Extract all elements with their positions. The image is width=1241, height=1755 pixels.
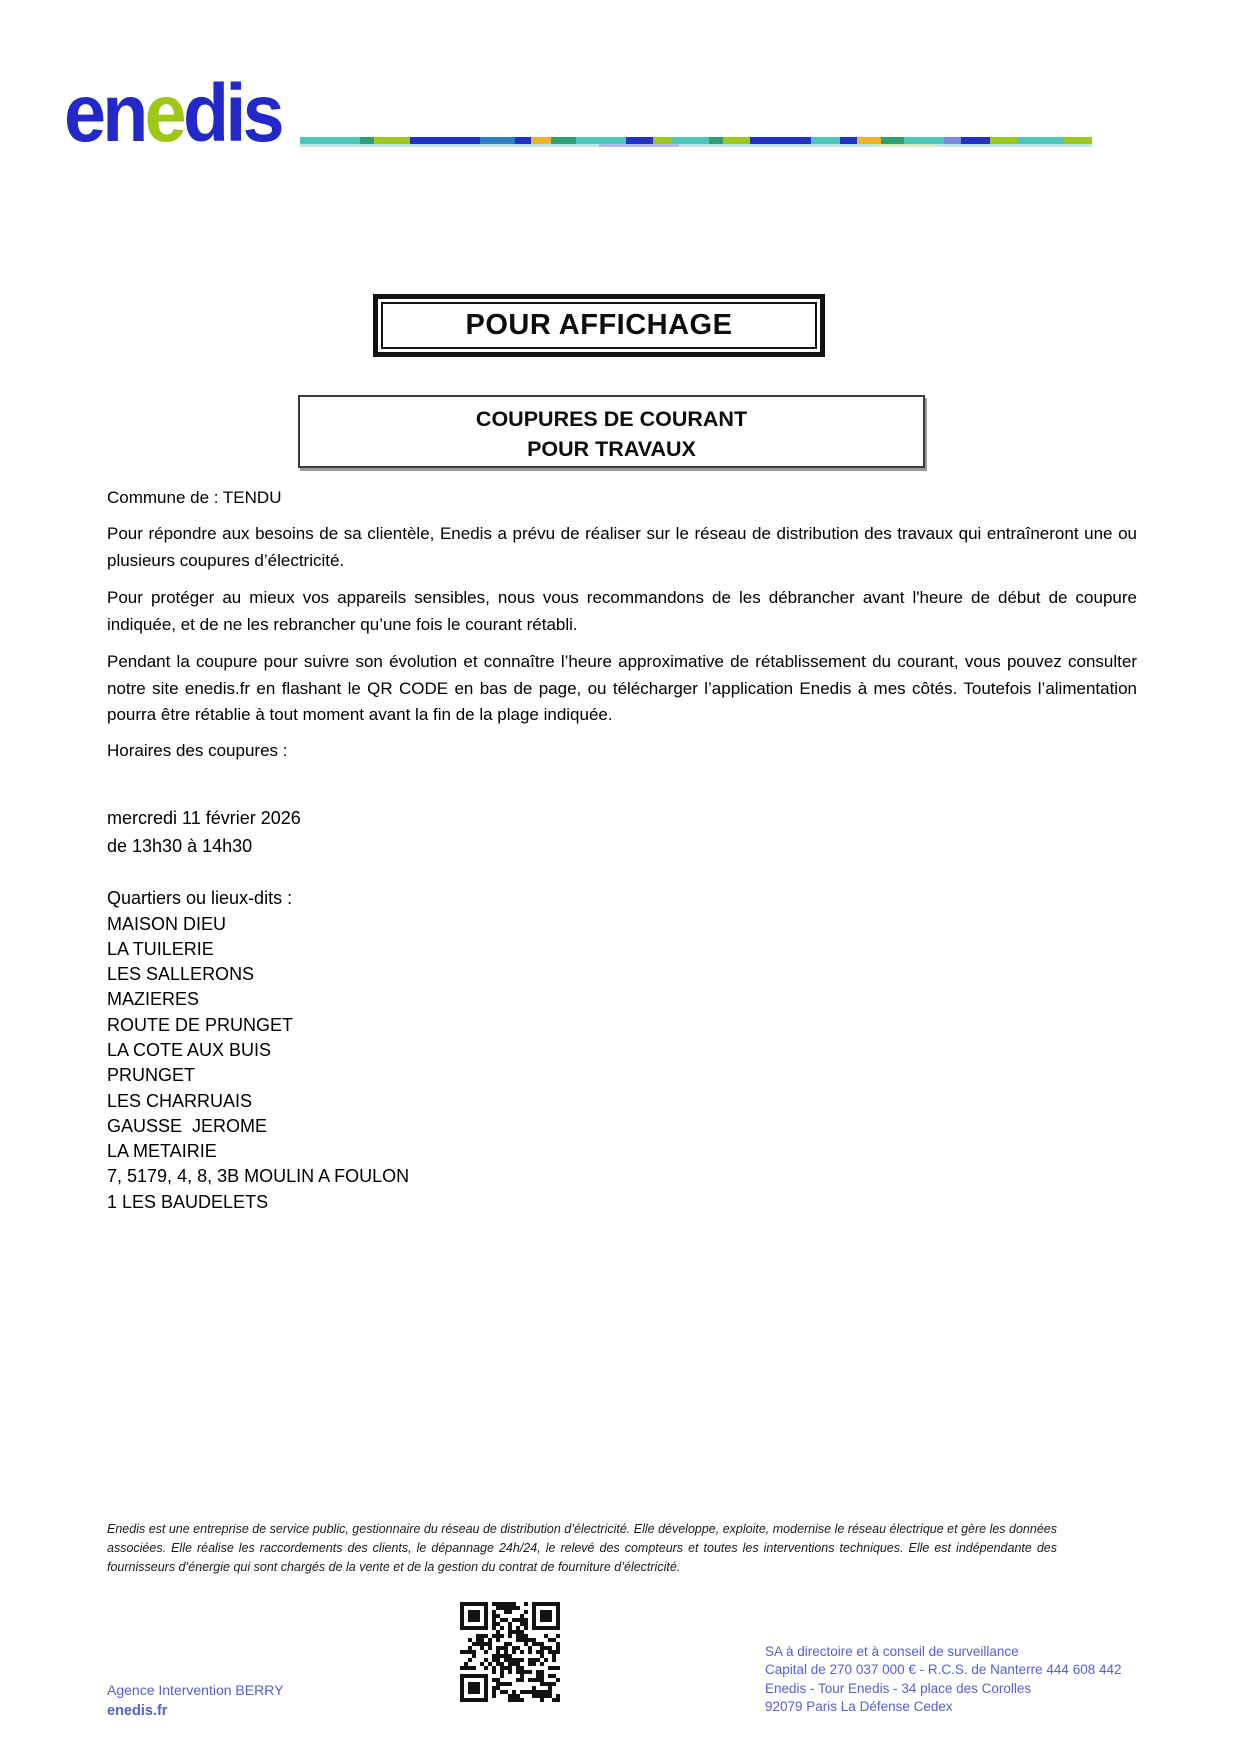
quartier-item: LES CHARRUAIS — [107, 1090, 253, 1111]
advice-paragraph: Pour protéger au mieux vos appareils sensibles, nous vous recommandons de les débrancher avant l'heure de début de coupure indiquée, et de ne les rebrancher qu’une fois le courant rétabli. — [107, 588, 1137, 634]
quartier-item: MAZIERES — [107, 989, 200, 1010]
pour-affichage-banner — [373, 294, 825, 357]
footer-company-block — [765, 1643, 1122, 1717]
pour-affichage-banner-inner — [381, 302, 817, 349]
logo-text-en: en — [64, 68, 145, 159]
quartier-item: PRUNGET — [107, 1065, 196, 1086]
qr-code — [458, 1600, 562, 1704]
quartier-item: GAUSSE JEROME — [107, 1115, 268, 1136]
quartier-item: MAISON DIEU — [107, 913, 227, 934]
coupures-banner-line1: COUPURES DE COURANT — [475, 407, 748, 431]
quartier-item: LES SALLERONS — [107, 964, 255, 985]
quartier-item: LA METAIRIE — [107, 1141, 217, 1162]
quartier-item: LA COTE AUX BUIS — [107, 1039, 272, 1060]
footer-company-line: Capital de 270 037 000 € - R.C.S. de Nanterre 444 608 442 — [765, 1662, 1122, 1678]
agency-name: Agence Intervention BERRY — [107, 1682, 284, 1698]
footer-company-line: SA à directoire et à conseil de surveillance — [765, 1644, 1019, 1659]
brand-stripe — [300, 137, 1092, 147]
coupures-banner-line2: POUR TRAVAUX — [527, 437, 696, 461]
enedis-fr-link: enedis.fr — [107, 1703, 168, 1719]
intro-paragraph: Pour répondre aux besoins de sa clientèle, Enedis a prévu de réaliser sur le réseau de distribution des travaux qui entraîneront une ou plusieurs coupures d’électricité. — [107, 524, 1137, 570]
logo-text-e: e — [144, 68, 183, 159]
legal-footnote: Enedis est une entreprise de service public, gestionnaire du réseau de distribution d’électricité. Elle développe, exploite, modernise le réseau électrique et gère les données associées. Elle réalise les raccordements des clients, le dépannage 24h/24, le relevé des compteurs et toutes les interventions techniques. Elle est indépendante des fournisseurs d’énergie qui sont chargés de la vente et de la gestion du contrat de fourniture d’électricité. — [107, 1521, 1057, 1575]
brand-stripe-top — [300, 137, 1092, 144]
outage-time: de 13h30 à 14h30 — [107, 835, 253, 856]
outage-date: mercredi 11 février 2026 — [107, 807, 301, 828]
brand-stripe-bottom — [300, 144, 1092, 147]
quartier-item: ROUTE DE PRUNGET — [107, 1014, 294, 1035]
outage-schedule — [107, 804, 1137, 860]
quartier-item: 1 LES BAUDELETS — [107, 1191, 269, 1212]
horaires-label: Horaires des coupures : — [107, 740, 288, 760]
footer-company-line: Enedis - Tour Enedis - 34 place des Corolles — [765, 1680, 1032, 1696]
commune-line: Commune de : TENDU — [107, 488, 282, 507]
quartiers-list — [107, 912, 1137, 1216]
quartier-item: 7, 5179, 4, 8, 3B MOULIN A FOULON — [107, 1166, 410, 1187]
enedis-logo — [64, 68, 281, 159]
logo-text-dis: dis — [182, 68, 281, 159]
coupures-banner — [298, 395, 925, 468]
body-content — [107, 487, 1137, 1215]
qrcode-paragraph: Pendant la coupure pour suivre son évolution et connaître l’heure approximative de rétablissement du courant, vous pouvez consulter notre site enedis.fr en flashant le QR CODE en bas de page, ou télécharger l’application Enedis à mes côtés. Toutefois l’alimentation pourra être rétablie à tout moment avant la fin de la plage indiquée. — [107, 652, 1137, 724]
banner-title: POUR AFFICHAGE — [465, 309, 733, 341]
quartiers-label: Quartiers ou lieux-dits : — [107, 887, 293, 908]
footer-agency-block — [107, 1680, 283, 1722]
footer-company-line: 92079 Paris La Défense Cedex — [765, 1699, 953, 1715]
quartier-item: LA TUILERIE — [107, 938, 214, 959]
